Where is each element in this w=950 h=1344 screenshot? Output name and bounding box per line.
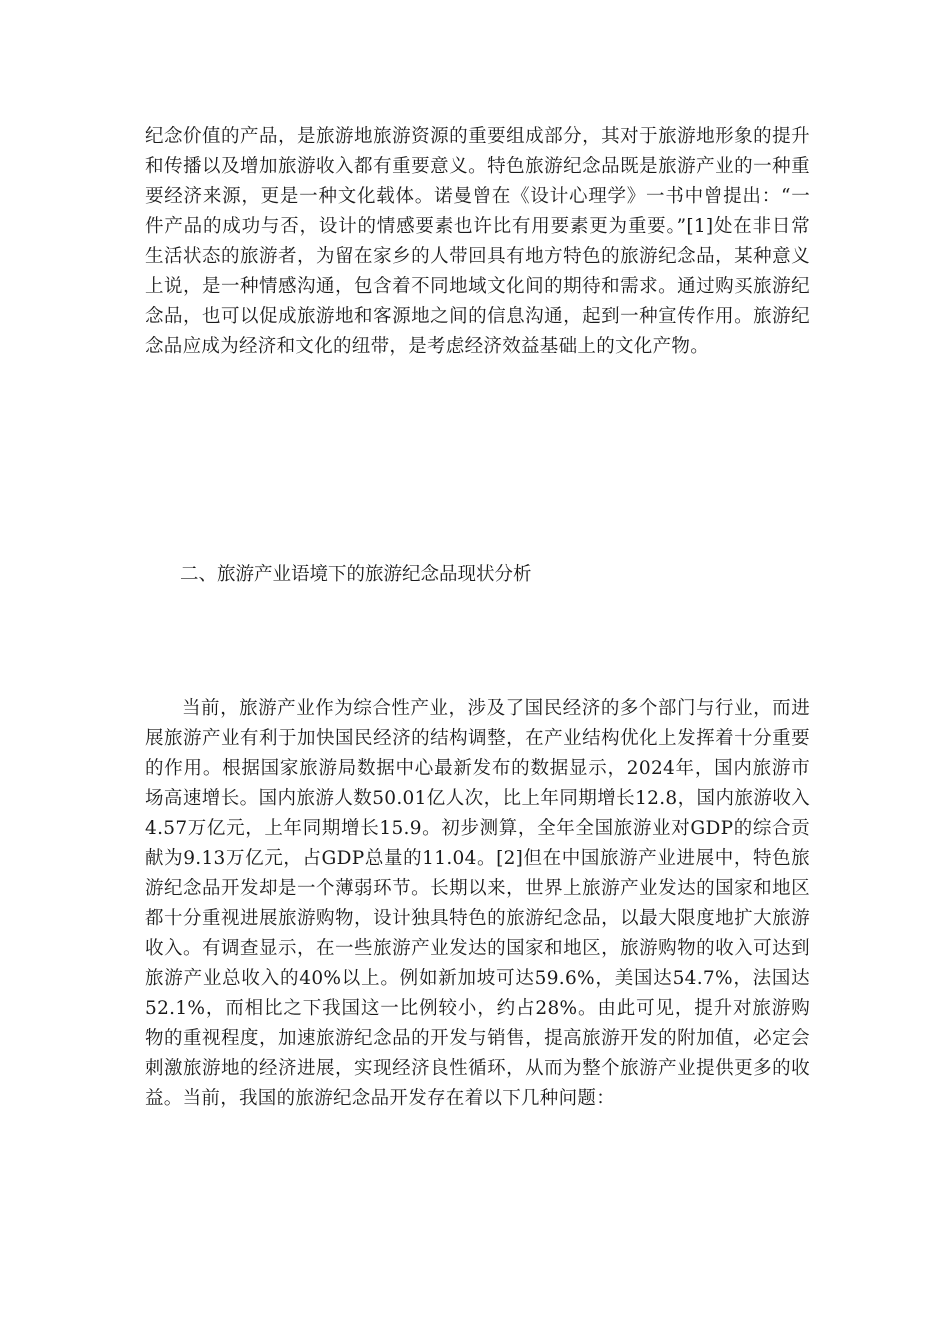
body-paragraph-1: 纪念价值的产品，是旅游地旅游资源的重要组成部分，其对于旅游地形象的提升和传播以及增加旅游收入都有重要意义。特色旅游纪念品既是旅游产业的一种重要经济来源，更是一种文化载体。诺曼曾在《设计心理学》一书中曾提出：“一件产品的成功与否，设计的情感要素也许比有用要素更为重要。”[1]处在非日常生活状态的旅游者，为留在家乡的人带回具有地方特色的旅游纪念品，某种意义上说，是一种情感沟通，包含着不同地域文化间的期待和需求。通过购买旅游纪念品，也可以促成旅游地和客源地之间的信息沟通，起到一种宣传作用。旅游纪念品应成为经济和文化的纽带，是考虑经济效益基础上的文化产物。 [145, 126, 810, 357]
section-heading: 二、旅游产业语境下的旅游纪念品现状分析 [180, 564, 532, 585]
body-paragraph-2: 当前，旅游产业作为综合性产业，涉及了国民经济的多个部门与行业，而进展旅游产业有利于加快国民经济的结构调整，在产业结构优化上发挥着十分重要的作用。根据国家旅游局数据中心最新发布的数据显示，2024年，国内旅游市场高速增长。国内旅游人数50.01亿人次，比上年同期增长12.8，国内旅游收入4.57万亿元，上年同期增长15.9。初步测算，全年全国旅游业对GDP的综合贡献为9.13万亿元，占GDP总量的11.04。[2]但在中国旅游产业进展中，特色旅游纪念品开发却是一个薄弱环节。长期以来，世界上旅游产业发达的国家和地区都十分重视进展旅游购物，设计独具特色的旅游纪念品，以最大限度地扩大旅游收入。有调查显示，在一些旅游产业发达的国家和地区，旅游购物的收入可达到旅游产业总收入的40%以上。例如新加坡可达59.6%，美国达54.7%，法国达52.1%，而相比之下我国这一比例较小，约占28%。由此可见，提升对旅游购物的重视程度，加速旅游纪念品的开发与销售，提高旅游开发的附加值，必定会刺激旅游地的经济进展，实现经济良性循环，从而为整个旅游产业提供更多的收益。当前，我国的旅游纪念品开发存在着以下几种问题： [145, 698, 810, 1109]
